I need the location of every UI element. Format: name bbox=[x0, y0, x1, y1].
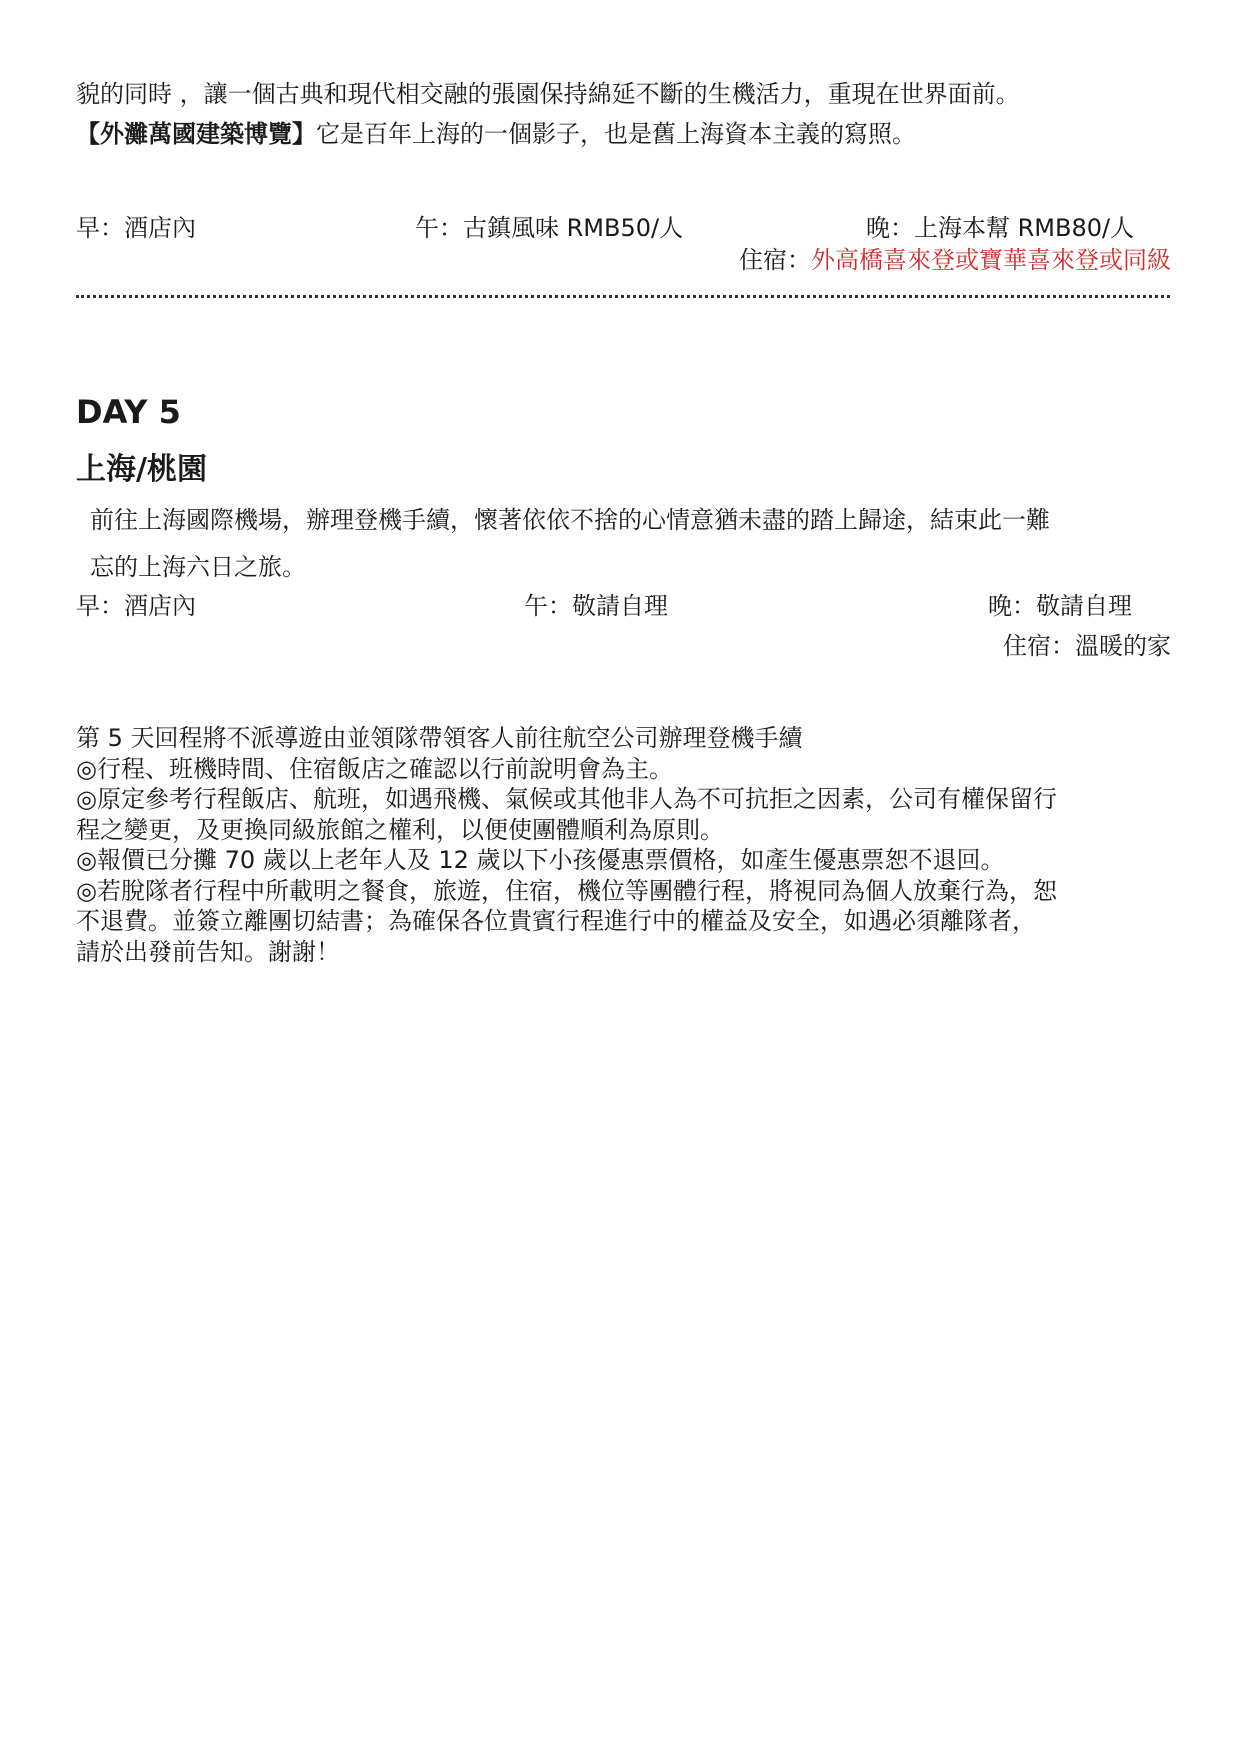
day5-title: DAY 5 bbox=[76, 393, 181, 431]
note-confirmation: ◎行程、班機時間、住宿飯店之確認以行前說明會為主。 bbox=[76, 754, 673, 783]
day5-route: 上海/桃園 bbox=[76, 452, 207, 487]
day4-lunch: 午：古鎮風味 RMB50/人 bbox=[415, 214, 684, 242]
note-itinerary-change-2: 程之變更，及更換同級旅館之權利，以便使團體順利為原則。 bbox=[76, 815, 724, 844]
note-leave-group-3: 請於出發前告知。謝謝！ bbox=[76, 937, 340, 966]
section-divider bbox=[76, 295, 1170, 298]
day4-breakfast: 早：酒店內 bbox=[76, 214, 196, 242]
note-return-flight: 第 5 天回程將不派導遊由並領隊帶領客人前往航空公司辦理登機手續 bbox=[76, 724, 803, 752]
bund-heading: 【外灘萬國建築博覽】 bbox=[76, 120, 316, 148]
day4-stay bbox=[739, 244, 1171, 276]
day5-dinner: 晚：敬請自理 bbox=[988, 592, 1132, 620]
day4-stay-hotel: 外高橋喜來登或寶華喜來登或同級 bbox=[811, 246, 1171, 274]
intro-line-2 bbox=[76, 118, 916, 150]
day5-desc-line-2: 忘的上海六日之旅。 bbox=[90, 553, 306, 581]
day5-desc-line-1: 前往上海國際機場，辦理登機手續，懷著依依不捨的心情意猶未盡的踏上歸途，結束此一難 bbox=[90, 506, 1050, 534]
note-discount-tickets: ◎報價已分攤 70 歲以上老年人及 12 歲以下小孩優惠票價格，如產生優惠票恕不退回。 bbox=[76, 846, 1005, 874]
day4-dinner: 晚：上海本幫 RMB80/人 bbox=[866, 214, 1135, 242]
day5-lunch: 午：敬請自理 bbox=[524, 592, 668, 620]
note-leave-group-2: 不退費。並簽立離團切結書；為確保各位貴賓行程進行中的權益及安全，如遇必須離隊者， bbox=[76, 907, 1036, 935]
day5-stay: 住宿：溫暖的家 bbox=[1003, 632, 1171, 660]
note-itinerary-change-1: ◎原定參考行程飯店、航班，如遇飛機、氣候或其他非人為不可抗拒之因素，公司有權保留行 bbox=[76, 785, 1057, 813]
intro-line-1: 貌的同時 ，讓一個古典和現代相交融的張園保持綿延不斷的生機活力，重現在世界面前。 bbox=[76, 80, 1020, 108]
bund-description: 它是百年上海的一個影子，也是舊上海資本主義的寫照。 bbox=[316, 120, 916, 148]
day5-breakfast: 早：酒店內 bbox=[76, 592, 196, 620]
note-leave-group-1: ◎若脫隊者行程中所載明之餐食，旅遊，住宿，機位等團體行程，將視同為個人放棄行為，恕 bbox=[76, 876, 1057, 905]
notes-block bbox=[76, 723, 1176, 967]
day4-stay-label: 住宿： bbox=[739, 246, 811, 274]
